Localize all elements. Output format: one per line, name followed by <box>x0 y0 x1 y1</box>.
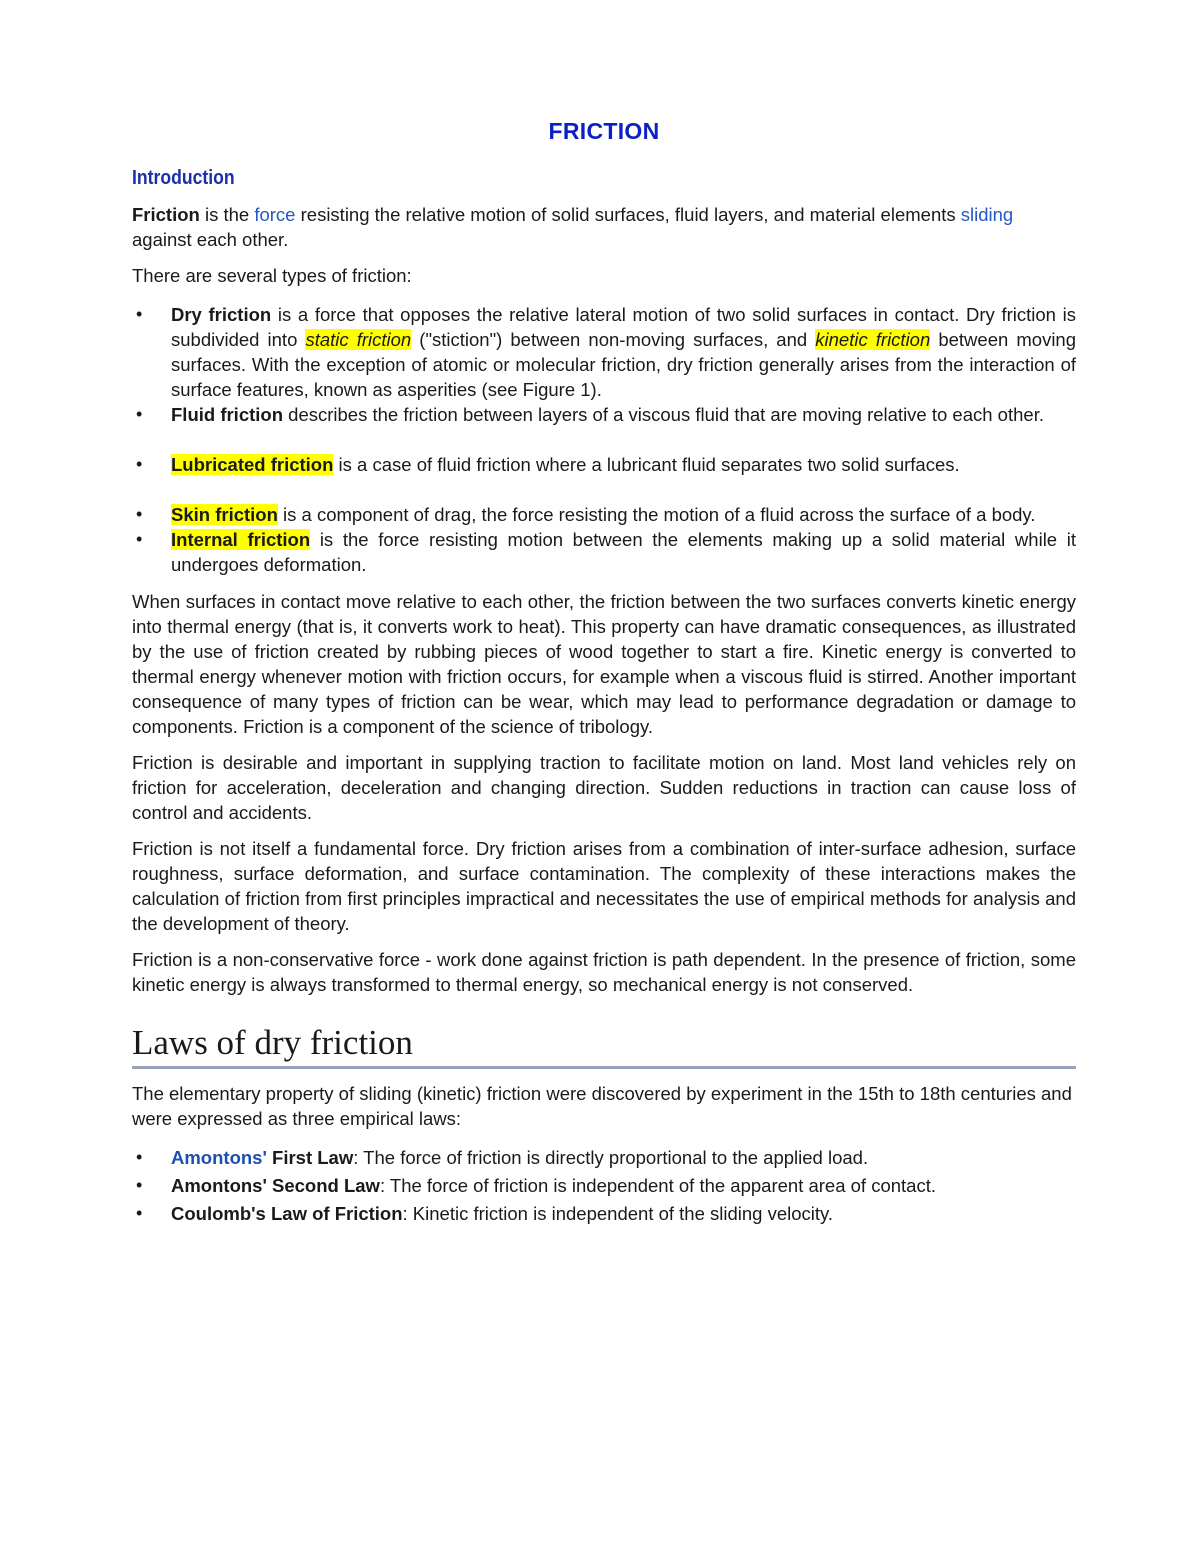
link-amontons[interactable]: Amontons' <box>171 1147 267 1168</box>
bullet-icon: • <box>136 504 143 524</box>
text-span: is the force resisting motion between the elements making up a solid material while it undergoes deformation. <box>171 529 1076 575</box>
laws-intro-paragraph: The elementary property of sliding (kinetic) friction were discovered by experiment in the 15th to 18th centuries and were expressed as three empirical laws: <box>132 1083 1072 1129</box>
term-second-law: Amontons' Second Law <box>171 1175 380 1196</box>
list-item-amontons-first-law <box>132 1145 1076 1170</box>
term-friction: Friction <box>132 204 200 225</box>
text-span: resisting the relative motion of solid surfaces, fluid layers, and material elements <box>295 204 961 225</box>
bullet-icon: • <box>136 454 143 474</box>
body-paragraph: Friction is not itself a fundamental force. Dry friction arises from a combination of inter-surface adhesion, surface roughness, surface deformation, and surface contamination. The complexity of these interactions makes the calculation of friction from first principles impractical and necessitates the use of empirical methods for analysis and the development of theory. <box>132 838 1076 934</box>
laws-list <box>132 1145 1076 1226</box>
text-span: describes the friction between layers of a viscous fluid that are moving relative to each other. <box>283 404 1044 425</box>
text-span: : Kinetic friction is independent of the sliding velocity. <box>402 1203 834 1224</box>
list-item-internal-friction <box>132 527 1076 577</box>
section-heading-introduction: Introduction <box>132 167 235 189</box>
list-item-lubricated-friction <box>132 452 1076 477</box>
list-item-coulomb-law <box>132 1201 1076 1226</box>
bullet-icon: • <box>136 404 143 424</box>
intro-paragraph <box>132 202 1076 252</box>
term-dry-friction: Dry friction <box>171 304 272 325</box>
list-item-fluid-friction <box>132 402 1076 427</box>
text-span: is a force that opposes the relative lateral motion of two solid surfaces in contact. Dry friction is subdivided into <box>171 304 1076 350</box>
link-force[interactable]: force <box>254 204 296 225</box>
link-sliding[interactable]: sliding <box>960 204 1014 225</box>
list-item-amontons-second-law <box>132 1173 1076 1198</box>
text-span: against each other. <box>132 229 289 250</box>
text-span: is the <box>199 204 255 225</box>
list-item-dry-friction <box>132 302 1076 402</box>
text-span: is a component of drag, the force resisting the motion of a fluid across the surface of a body. <box>277 504 1036 525</box>
bullet-icon: • <box>136 1203 143 1223</box>
document-title: FRICTION <box>548 118 660 144</box>
friction-types-list <box>132 302 1076 577</box>
bullet-icon: • <box>136 529 143 549</box>
section-heading-laws: Laws of dry friction <box>132 1023 1076 1069</box>
types-intro-paragraph: There are several types of friction: <box>132 265 412 286</box>
bullet-icon: • <box>136 304 143 324</box>
body-paragraph: When surfaces in contact move relative to each other, the friction between the two surfaces converts kinetic energy into thermal energy (that is, it converts work to heat). This property can have dramatic consequences, as illustrated by the use of friction created by rubbing pieces of wood together to start a fire. Kinetic energy is converted to thermal energy whenever motion with friction occurs, for example when a viscous fluid is stirred. Another important consequence of many types of friction can be wear, which may lead to performance degradation or damage to components. Friction is a component of the science of tribology. <box>132 591 1076 737</box>
highlight-kinetic-friction: kinetic friction <box>815 329 931 350</box>
text-span: is a case of fluid friction where a lubricant fluid separates two solid surfaces. <box>333 454 960 475</box>
text-span: : The force of friction is directly proportional to the applied load. <box>353 1147 869 1168</box>
highlight-static-friction: static friction <box>305 329 412 350</box>
term-internal-friction: Internal friction <box>171 529 311 550</box>
text-span: between moving surfaces. With the exception of atomic or molecular friction, dry friction generally arises from the interaction of surface features, known as asperities (see Figure 1). <box>171 329 1077 400</box>
term-skin-friction: Skin friction <box>171 504 278 525</box>
body-paragraph: Friction is a non-conservative force - work done against friction is path dependent. In the presence of friction, some kinetic energy is always transformed to thermal energy, so mechanical energy is not conserved. <box>132 949 1076 995</box>
bullet-icon: • <box>136 1175 143 1195</box>
document-page <box>132 112 1076 1238</box>
term-first-law: First Law <box>266 1147 354 1168</box>
body-paragraph: Friction is desirable and important in supplying traction to facilitate motion on land. Most land vehicles rely on friction for acceleration, deceleration and changing direction. Sudden reductions in traction can cause loss of control and accidents. <box>132 752 1076 823</box>
term-fluid-friction: Fluid friction <box>171 404 284 425</box>
list-item-skin-friction <box>132 502 1076 527</box>
term-coulomb-law: Coulomb's Law of Friction <box>171 1203 403 1224</box>
bullet-icon: • <box>136 1147 143 1167</box>
text-span: : The force of friction is independent of the apparent area of contact. <box>379 1175 936 1196</box>
text-span: ("stiction") between non-moving surfaces, and <box>411 329 816 350</box>
term-lubricated-friction: Lubricated friction <box>171 454 334 475</box>
